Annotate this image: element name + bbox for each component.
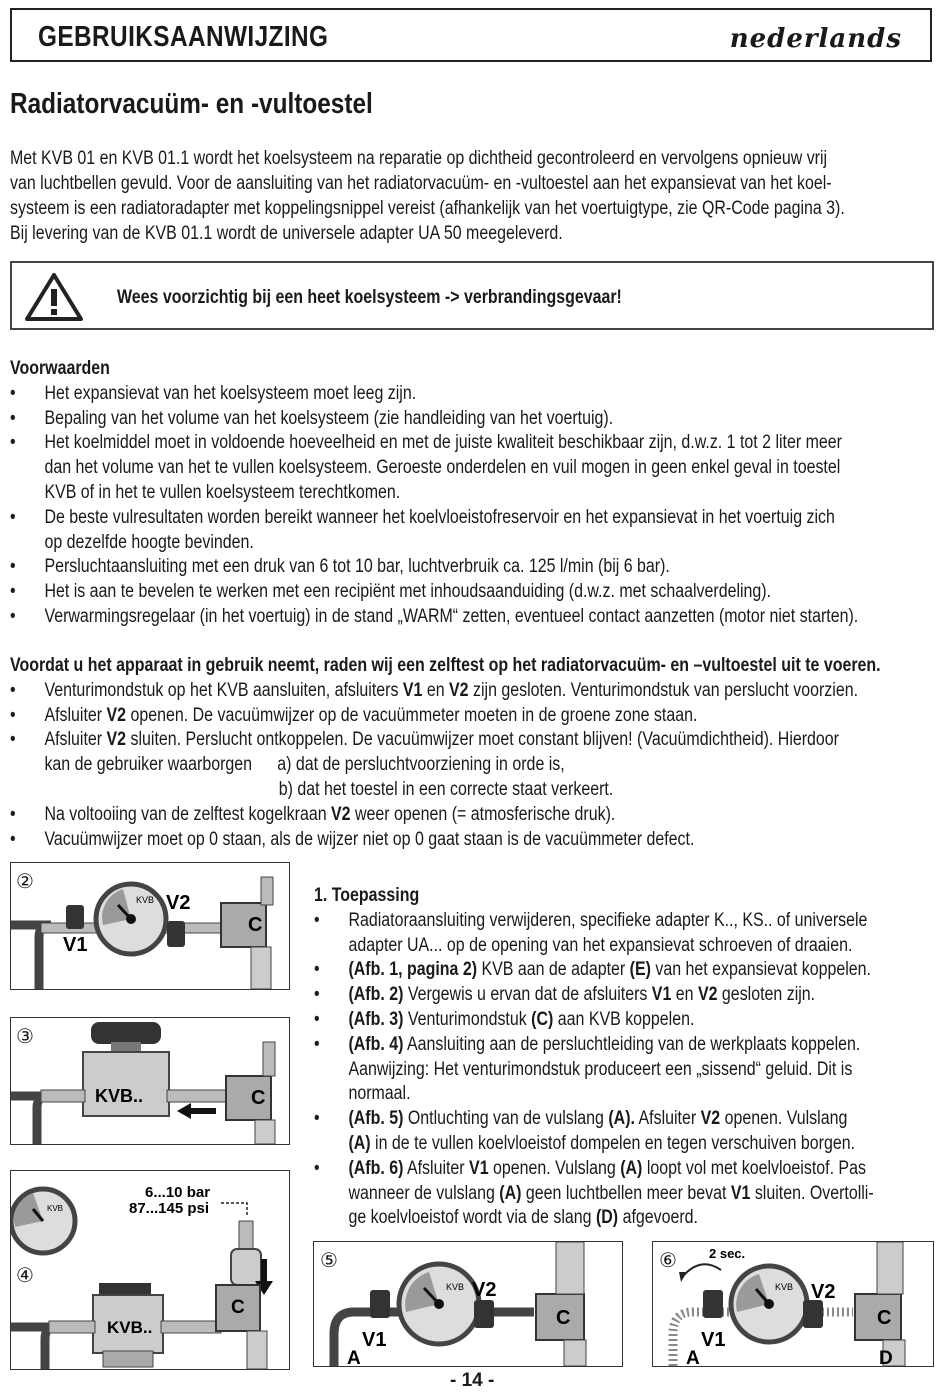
- figure-6-label-d: D: [879, 1348, 893, 1366]
- application-item-line: [314, 983, 950, 1008]
- bullet: •: [10, 679, 16, 701]
- selftest-section: [10, 654, 950, 852]
- condition-item-line: [10, 555, 934, 580]
- page-header: [10, 8, 932, 62]
- selftest-text: V1: [402, 679, 423, 701]
- application-text: Afsluiter: [403, 1157, 470, 1179]
- intro-line: Met KVB 01 en KVB 01.1 wordt het koelsysteem na reparatie op dichtheid gecontroleerd en vervolgens opnieuw vrij: [10, 148, 828, 169]
- application-item-line: [314, 1058, 950, 1083]
- condition-text: Persluchtaansluiting met een druk van 6 tot 10 bar, luchtverbruik ca. 125 l/min (bij 6 bar).: [44, 556, 670, 578]
- application-item-line: [314, 1107, 950, 1132]
- application-text: normaal.: [348, 1083, 411, 1105]
- application-text: sluiten. Overtolli-: [750, 1182, 874, 1204]
- figure-4-label-psi: 87...145 psi: [129, 1200, 210, 1217]
- figure-4-label-kvb: KVB..: [107, 1318, 153, 1337]
- application-text: (A): [499, 1182, 522, 1204]
- selftest-title: Voordat u het apparaat in gebruik neemt, raden wij een zelftest op het radiatorvacuüm- en –vultoestel uit te voeren.: [10, 655, 881, 676]
- selftest-item: [10, 728, 934, 753]
- bullet: •: [314, 909, 320, 931]
- conditions-title: Voorwaarden: [10, 358, 110, 379]
- figure-5-label-a: A: [347, 1348, 361, 1366]
- application-text: geen luchtbellen meer bevat: [521, 1182, 731, 1204]
- figure-5-number: ⑤: [320, 1250, 338, 1272]
- bullet: •: [10, 432, 16, 454]
- condition-text: KVB of in het te vullen koelsysteem terechtkomen.: [44, 481, 401, 503]
- figure-4-illustration: [11, 1171, 289, 1369]
- bullet: •: [314, 1033, 320, 1055]
- intro-line: van luchtbellen gevuld. Voor de aansluiting van het radiatorvacuüm- en -vultoestel aan het expansievat van het koel-: [10, 173, 832, 194]
- figure-6-label-v1: V1: [701, 1329, 726, 1351]
- application-text: (Afb. 5): [348, 1108, 404, 1130]
- selftest-text: b) dat het toestel in een correcte staat verkeert.: [278, 778, 614, 800]
- condition-text: Het is aan te bevelen te werken met een recipiënt met inhoudsaanduiding (d.w.z. met schaalverdeling).: [44, 581, 772, 603]
- bullet: •: [314, 984, 320, 1006]
- selftest-text: Afsluiter: [44, 704, 107, 726]
- figure-6-illustration: [653, 1242, 933, 1366]
- application-text: Aanwijzing: Het venturimondstuk produceert een „sissend“ geluid. Dit is: [348, 1058, 853, 1080]
- figure-6: [652, 1241, 934, 1367]
- condition-item-line: [10, 605, 934, 630]
- application-text: (Afb. 4): [348, 1033, 404, 1055]
- figure-2-number: ②: [16, 871, 34, 893]
- application-text: (E): [629, 959, 651, 981]
- bullet: •: [314, 1108, 320, 1130]
- figure-6-number: ⑥: [659, 1250, 677, 1272]
- application-title: 1. Toepassing: [314, 885, 420, 906]
- page-title: Radiatorvacuüm- en -vultoestel: [10, 88, 373, 120]
- figure-2-label-v1: V1: [63, 934, 88, 956]
- application-text: (A): [348, 1132, 371, 1154]
- intro-line: systeem is een radiatoradapter met koppelingsnippel vereist (afhankelijk van het voertuigtype, zie QR-Code pagina 3).: [10, 198, 845, 219]
- header-title: GEBRUIKSAANWIJZING: [38, 21, 329, 53]
- condition-item-line: [10, 407, 934, 432]
- condition-text: op dezelfde hoogte bevinden.: [44, 531, 254, 553]
- figure-4: [10, 1170, 290, 1370]
- selftest-item: [10, 828, 934, 853]
- figure-2: [10, 862, 290, 990]
- condition-text: De beste vulresultaten worden bereikt wanneer het koelvloeistofreservoir en het expansievat in het voertuig zich: [44, 506, 835, 528]
- warning-box: [10, 261, 934, 330]
- application-text: Afsluiter: [634, 1108, 701, 1130]
- bullet: •: [10, 803, 16, 825]
- application-text: KVB aan de adapter: [477, 959, 630, 981]
- figure-3-number: ③: [16, 1026, 34, 1048]
- application-item-line: [314, 1082, 950, 1107]
- figure-2-illustration: [11, 863, 289, 989]
- application-text: afgevoerd.: [618, 1207, 698, 1229]
- selftest-item-line: [10, 778, 934, 803]
- application-item-line: [314, 1033, 950, 1058]
- selftest-text: kan de gebruiker waarborgen: [44, 754, 253, 776]
- intro-paragraph: [10, 146, 950, 246]
- selftest-text: V2: [106, 704, 127, 726]
- condition-text: Het koelmiddel moet in voldoende hoeveelheid en met de juiste kwaliteit beschikbaar zijn, d.w.z. 1 tot 2 liter meer: [44, 432, 842, 454]
- selftest-text: Vacuümwijzer moet op 0 staan, als de wijzer niet op 0 gaat staan is de vacuümmeter defect.: [44, 828, 695, 850]
- condition-text: dan het volume van het te vullen koelsysteem. Geroeste onderdelen en vuil mogen in geen enkel geval in toestel: [44, 457, 841, 479]
- condition-item-line: [10, 531, 934, 556]
- figure-6-label-a: A: [686, 1348, 700, 1366]
- application-text: Venturimondstuk: [403, 1008, 532, 1030]
- application-text: (Afb. 6): [348, 1157, 404, 1179]
- figure-2-gauge-label: KVB: [136, 895, 155, 905]
- selftest-text: sluiten. Perslucht ontkoppelen. De vacuümwijzer moet constant blijven! (Vacuümdichtheid). Hierdoor: [126, 729, 840, 751]
- condition-item-line: [10, 481, 934, 506]
- condition-item-line: [10, 506, 934, 531]
- application-text: Vergewis u ervan dat de afsluiters: [403, 984, 652, 1006]
- application-text: wanneer de vulslang: [348, 1182, 500, 1204]
- bullet: •: [10, 605, 16, 627]
- application-text: V1: [469, 1157, 489, 1179]
- figure-5-label-v2: V2: [472, 1279, 497, 1301]
- condition-text: Verwarmingsregelaar (in het voertuig) in de stand „WARM“ zetten, eventueel contact aanzetten (motor niet starten).: [44, 605, 859, 627]
- application-text: openen. Vulslang: [720, 1108, 848, 1130]
- condition-item-line: [10, 431, 934, 456]
- condition-text: Bepaling van het volume van het koelsysteem (zie handleiding van het voertuig).: [44, 407, 614, 429]
- application-text: V1: [730, 1182, 751, 1204]
- bullet: •: [10, 828, 16, 850]
- selftest-text: Afsluiter: [44, 729, 107, 751]
- application-text: openen. Vulslang: [488, 1157, 621, 1179]
- figure-3: [10, 1017, 290, 1145]
- application-item-line: [314, 934, 950, 959]
- application-text: loopt vol met koelvloeistof. Pas: [642, 1157, 866, 1179]
- selftest-text: weer openen (= atmosferische druk).: [350, 803, 616, 825]
- application-text: (Afb. 1, pagina 2): [348, 959, 478, 981]
- application-item-line: [314, 1182, 950, 1207]
- selftest-text: en: [422, 679, 450, 701]
- condition-item-line: [10, 382, 934, 407]
- selftest-item: [10, 704, 934, 729]
- intro-line: Bij levering van de KVB 01.1 wordt de universele adapter UA 50 meegeleverd.: [10, 223, 563, 244]
- bullet: •: [314, 1157, 320, 1179]
- application-text: (A): [620, 1157, 643, 1179]
- selftest-text: a) dat de persluchtvoorziening in orde is,: [277, 754, 565, 776]
- figure-5-label-c: C: [556, 1307, 571, 1329]
- bullet: •: [314, 1008, 320, 1030]
- bullet: •: [10, 382, 16, 404]
- figure-6-gauge-label: KVB: [775, 1282, 794, 1292]
- application-item-line: [314, 1206, 950, 1231]
- application-section: [314, 884, 950, 1231]
- selftest-text: Na voltooiing van de zelftest kogelkraan: [44, 803, 332, 825]
- selftest-text: zijn gesloten. Venturimondstuk van perslucht voorzien.: [468, 679, 859, 701]
- condition-text: Het expansievat van het koelsysteem moet leeg zijn.: [44, 382, 417, 404]
- application-text: adapter UA... op de opening van het expansievat schroeven of draaien.: [348, 934, 853, 956]
- warning-text: Wees voorzichtig bij een heet koelsysteem -> verbrandingsgevaar!: [117, 287, 622, 308]
- figure-4-label-pressure: 6...10 bar: [145, 1184, 211, 1201]
- header-language: nederlands: [729, 24, 902, 54]
- application-text: in de te vullen koelvloeistof dompelen en tegen verschuiven borgen.: [370, 1132, 856, 1154]
- application-text: ge koelvloeistof wordt via de slang: [348, 1207, 596, 1229]
- application-item-line: [314, 1157, 950, 1182]
- selftest-text: V2: [331, 803, 351, 825]
- application-text: Radiatoraansluiting verwijderen, specifieke adapter K.., KS.. of universele: [348, 909, 868, 931]
- application-text: Ontluchting van de vulslang: [403, 1108, 609, 1130]
- bullet: •: [10, 581, 16, 603]
- bullet: •: [314, 959, 320, 981]
- bullet: •: [10, 556, 16, 578]
- application-text: van het expansievat koppelen.: [650, 959, 871, 981]
- figure-2-label-c: C: [248, 914, 263, 936]
- selftest-text: V2: [106, 729, 127, 751]
- application-text: V2: [700, 1108, 721, 1130]
- figure-5: [313, 1241, 623, 1367]
- application-item-line: [314, 958, 950, 983]
- selftest-item-line: [10, 753, 934, 778]
- selftest-text: openen. De vacuümwijzer op de vacuümmeter moeten in de groene zone staan.: [126, 704, 698, 726]
- selftest-item: [10, 803, 934, 828]
- figure-3-label-c: C: [251, 1087, 266, 1109]
- application-text: (Afb. 2): [348, 984, 404, 1006]
- conditions-section: [10, 357, 950, 630]
- figure-4-label-c: C: [231, 1297, 245, 1318]
- application-text: aan KVB koppelen.: [553, 1008, 695, 1030]
- bullet: •: [10, 729, 16, 751]
- selftest-item: [10, 679, 934, 704]
- application-text: V2: [697, 984, 718, 1006]
- selftest-text: V2: [449, 679, 469, 701]
- selftest-text: Venturimondstuk op het KVB aansluiten, afsluiters: [44, 679, 403, 701]
- figure-5-illustration: [314, 1242, 622, 1366]
- page-number: - 14 -: [450, 1370, 495, 1391]
- bullet: •: [10, 407, 16, 429]
- application-item-line: [314, 1008, 950, 1033]
- application-item-line: [314, 1132, 950, 1157]
- figure-6-label-v2: V2: [811, 1281, 836, 1303]
- warning-triangle-icon: [24, 272, 84, 322]
- condition-item-line: [10, 456, 934, 481]
- application-text: V1: [651, 984, 672, 1006]
- figure-4-number: ④: [16, 1265, 34, 1287]
- bullet: •: [10, 506, 16, 528]
- application-text: gesloten zijn.: [717, 984, 816, 1006]
- figure-4-gauge-label: KVB: [47, 1204, 64, 1213]
- figure-5-gauge-label: KVB: [446, 1282, 465, 1292]
- application-text: Aansluiting aan de persluchtleiding van de werkplaats koppelen.: [403, 1033, 861, 1055]
- figure-2-label-v2: V2: [166, 892, 191, 914]
- application-text: (D): [595, 1207, 619, 1229]
- figure-5-label-v1: V1: [362, 1329, 387, 1351]
- application-item-line: [314, 909, 950, 934]
- application-text: en: [671, 984, 698, 1006]
- bullet: •: [10, 704, 16, 726]
- figure-6-label-time: 2 sec.: [709, 1246, 746, 1261]
- figure-3-illustration: [11, 1018, 289, 1144]
- application-text: (Afb. 3): [348, 1008, 404, 1030]
- application-text: (A).: [608, 1108, 635, 1130]
- condition-item-line: [10, 580, 934, 605]
- figure-3-label-kvb: KVB..: [95, 1086, 144, 1106]
- figure-6-label-c: C: [877, 1307, 892, 1329]
- application-text: (C): [531, 1008, 554, 1030]
